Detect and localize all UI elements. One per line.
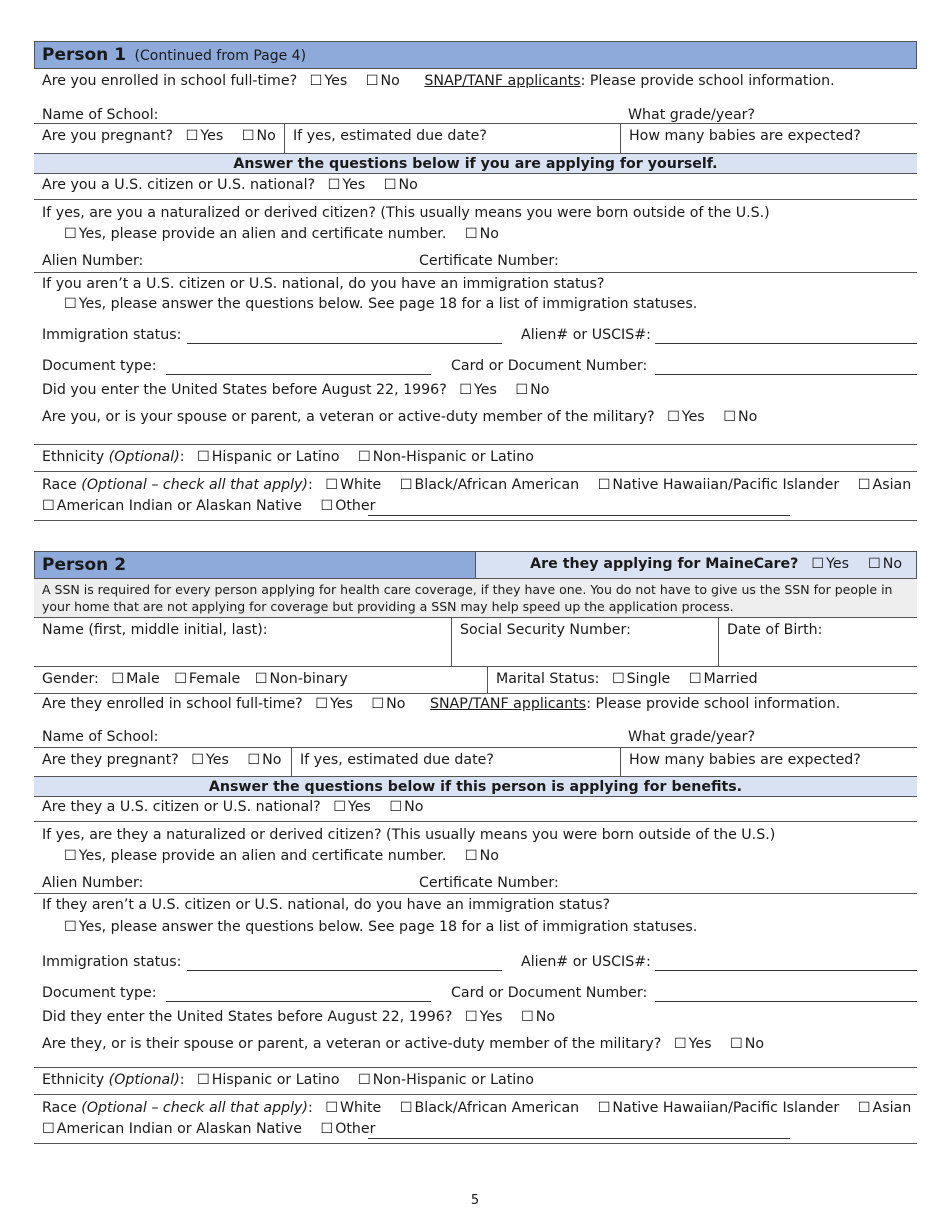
entered-yes-checkbox[interactable]: ☐ [464, 1009, 478, 1025]
pregnant-yes-checkbox[interactable]: ☐ [185, 128, 199, 144]
no-label: No [380, 73, 400, 89]
asian-checkbox[interactable]: ☐ [857, 477, 871, 493]
school-name-label: Name of School: [42, 107, 159, 123]
veteran-yes-checkbox[interactable]: ☐ [667, 409, 680, 425]
no-label: No [737, 409, 758, 425]
school-name-label: Name of School: [42, 729, 159, 745]
race-label: Race [42, 1100, 77, 1116]
nonbinary-label: Non-binary [269, 671, 348, 687]
due-date-label: If yes, estimated due date? [293, 128, 487, 144]
yes-label: Yes [479, 1009, 503, 1025]
school-yes-checkbox[interactable]: ☐ [309, 73, 323, 89]
grade-label: What grade/year? [628, 107, 756, 123]
hispanic-checkbox[interactable]: ☐ [197, 1072, 210, 1088]
yes-label: Yes [200, 128, 224, 144]
married-checkbox[interactable]: ☐ [688, 671, 702, 687]
babies-label: How many babies are expected? [629, 128, 861, 144]
asian-label: Asian [872, 477, 912, 493]
citizen-question: Are you a U.S. citizen or U.S. national? [42, 177, 316, 193]
immigration-status-field[interactable] [187, 956, 502, 971]
citizen-no-checkbox[interactable]: ☐ [389, 799, 403, 815]
veteran-no-checkbox[interactable]: ☐ [729, 1036, 743, 1052]
due-date-label: If yes, estimated due date? [300, 752, 494, 768]
single-label: Single [626, 671, 671, 687]
veteran-yes-checkbox[interactable]: ☐ [673, 1036, 687, 1052]
document-type-label: Document type: [42, 358, 157, 374]
other-race-label: Other [335, 1121, 376, 1137]
entered-no-checkbox[interactable]: ☐ [515, 382, 529, 398]
hispanic-checkbox[interactable]: ☐ [197, 449, 210, 465]
no-label: No [479, 226, 499, 242]
person1-section [34, 41, 917, 521]
dob-label: Date of Birth: [727, 622, 823, 638]
citizen-yes-checkbox[interactable]: ☐ [327, 177, 341, 193]
person1-ethnicity-row: Ethnicity (Optional): ☐ Hispanic or Latino ☐ Non-Hispanic or Latino [34, 445, 917, 472]
immigration-yes-label: Yes, please answer the questions below. See page 18 for a list of immigration statuses. [78, 919, 698, 935]
school-question: Are they enrolled in school full-time? [42, 696, 303, 712]
american-indian-label: American Indian or Alaskan Native [56, 498, 302, 514]
person2-pregnant-row [34, 747, 917, 776]
entered-question: Did they enter the United States before August 22, 1996? [42, 1009, 453, 1025]
school-question: Are you enrolled in school full-time? [42, 73, 298, 89]
band-text: Answer the questions below if you are applying for yourself. [233, 155, 718, 172]
person1-header [34, 41, 917, 69]
band-text: Answer the questions below if this person is applying for benefits. [208, 778, 743, 795]
name-field[interactable] [34, 618, 452, 666]
marital-label: Marital Status: [496, 671, 600, 687]
yes-label: Yes [688, 1036, 712, 1052]
no-label: No [882, 556, 902, 572]
person2-name-row [34, 618, 917, 667]
yes-label: Yes [681, 409, 705, 425]
white-checkbox[interactable]: ☐ [325, 1100, 338, 1116]
naturalized-no-checkbox[interactable]: ☐ [464, 226, 478, 242]
person2-header [34, 551, 917, 579]
ethnicity-optional: (Optional) [108, 449, 180, 465]
no-label: No [530, 382, 550, 398]
mainecare-yes-checkbox[interactable]: ☐ [811, 556, 825, 572]
immigration-question: If they aren’t a U.S. citizen or U.S. national, do you have an immigration status? [42, 897, 611, 913]
yes-label: Yes [347, 799, 371, 815]
person2-section [34, 551, 917, 1144]
no-label: No [262, 752, 282, 768]
mainecare-no-checkbox[interactable]: ☐ [867, 556, 881, 572]
female-label: Female [188, 671, 241, 687]
no-label: No [398, 177, 418, 193]
snap-tanf-link: SNAP/TANF applicants [429, 696, 587, 712]
immigration-yes-checkbox[interactable]: ☐ [64, 919, 77, 935]
asian-label: Asian [872, 1100, 912, 1116]
no-label: No [256, 128, 276, 144]
page-number: 5 [470, 1193, 480, 1208]
yes-label: Yes [324, 73, 348, 89]
pregnant-question: Are you pregnant? [42, 128, 174, 144]
naturalized-question: If yes, are you a naturalized or derived citizen? (This usually means you were born outside of the U.S.) [42, 205, 770, 221]
pregnant-yes-checkbox[interactable]: ☐ [191, 752, 204, 768]
naturalized-yes-checkbox[interactable]: ☐ [64, 848, 77, 864]
alien-uscis-label: Alien# or USCIS#: [521, 327, 651, 343]
person1-school-row [34, 69, 917, 123]
hawaiian-label: Native Hawaiian/Pacific Islander [612, 477, 840, 493]
citizen-question: Are they a U.S. citizen or U.S. national? [42, 799, 321, 815]
white-checkbox[interactable]: ☐ [325, 477, 338, 493]
male-label: Male [126, 671, 160, 687]
alien-uscis-field[interactable] [655, 956, 917, 971]
other-race-label: Other [335, 498, 376, 514]
due-date-field[interactable] [292, 748, 621, 776]
person2-gender-row [34, 667, 917, 694]
race-optional: (Optional – check all that apply) [81, 477, 308, 493]
american-indian-label: American Indian or Alaskan Native [56, 1121, 302, 1137]
race-label: Race [42, 477, 77, 493]
mainecare-question: Are they applying for MaineCare? [530, 556, 799, 572]
hispanic-label: Hispanic or Latino [211, 449, 340, 465]
card-number-label: Card or Document Number: [451, 985, 648, 1001]
immigration-status-field[interactable] [187, 329, 502, 344]
veteran-question: Are you, or is your spouse or parent, a veteran or active-duty member of the military? [42, 409, 655, 425]
alien-uscis-label: Alien# or USCIS#: [521, 954, 651, 970]
ssn-notice: A SSN is required for every person applying for health care coverage, if they have one. You do not have to give us the SSN for people in your home that are not applying for coverage but providing a SSN may help speed up the application process. [34, 579, 917, 618]
person2-band [34, 776, 917, 797]
school-no-checkbox[interactable]: ☐ [371, 696, 385, 712]
snap-tanf-text: : Please provide school information. [580, 73, 835, 89]
certificate-number-label: Certificate Number: [419, 875, 559, 891]
asian-checkbox[interactable]: ☐ [857, 1100, 871, 1116]
citizen-yes-checkbox[interactable]: ☐ [333, 799, 346, 815]
white-label: White [340, 477, 382, 493]
person2-race-row: Race (Optional – check all that apply): ☐ White ☐ Black/African American ☐ Native Hawaiian/Pacific Islander ☐ Asian ☐ American Indian or Alaskan Native ☐ Other [34, 1095, 917, 1144]
pregnant-no-checkbox[interactable]: ☐ [247, 752, 261, 768]
ethnicity-label: Ethnicity [42, 1072, 105, 1088]
other-race-checkbox[interactable]: ☐ [320, 498, 334, 514]
entered-yes-checkbox[interactable]: ☐ [459, 382, 472, 398]
person1-naturalized-row [34, 200, 917, 273]
black-checkbox[interactable]: ☐ [399, 1100, 413, 1116]
entered-no-checkbox[interactable]: ☐ [521, 1009, 534, 1025]
immigration-status-label: Immigration status: [42, 954, 182, 970]
ethnicity-label: Ethnicity [42, 449, 105, 465]
person1-race-row: Race (Optional – check all that apply): ☐ White ☐ Black/African American ☐ Native Hawaiian/Pacific Islander ☐ Asian ☐ American Indian or Alaskan Native ☐ Other [34, 472, 917, 521]
card-number-field[interactable] [655, 987, 917, 1002]
single-checkbox[interactable]: ☐ [611, 671, 625, 687]
card-number-label: Card or Document Number: [451, 358, 648, 374]
babies-field[interactable] [621, 124, 917, 148]
person2-citizen-row [34, 797, 917, 822]
black-label: Black/African American [414, 1100, 580, 1116]
naturalized-yes-checkbox[interactable]: ☐ [64, 226, 77, 242]
american-indian-checkbox[interactable]: ☐ [42, 1121, 55, 1137]
alien-number-label: Alien Number: [42, 253, 144, 269]
yes-label: Yes [473, 382, 497, 398]
snap-tanf-text: : Please provide school information. [586, 696, 841, 712]
non-hispanic-label: Non-Hispanic or Latino [372, 1072, 534, 1088]
certificate-number-label: Certificate Number: [419, 253, 559, 269]
person1-citizen-row [34, 174, 917, 200]
female-checkbox[interactable]: ☐ [174, 671, 187, 687]
name-label: Name (first, middle initial, last): [42, 622, 268, 638]
document-type-field[interactable] [166, 360, 431, 375]
document-type-field[interactable] [166, 987, 431, 1002]
black-checkbox[interactable]: ☐ [399, 477, 413, 493]
veteran-no-checkbox[interactable]: ☐ [723, 409, 736, 425]
person1-subtitle: (Continued from Page 4) [134, 48, 307, 64]
gender-label: Gender: [42, 671, 99, 687]
naturalized-yes-label: Yes, please provide an alien and certificate number. [78, 226, 447, 242]
naturalized-yes-label: Yes, please provide an alien and certificate number. [78, 848, 447, 864]
citizen-no-checkbox[interactable]: ☐ [383, 177, 397, 193]
yes-label: Yes [826, 556, 850, 572]
race-optional: (Optional – check all that apply) [81, 1100, 308, 1116]
nonbinary-checkbox[interactable]: ☐ [254, 671, 268, 687]
school-no-checkbox[interactable]: ☐ [365, 73, 379, 89]
pregnant-no-checkbox[interactable]: ☐ [241, 128, 255, 144]
non-hispanic-checkbox[interactable]: ☐ [358, 449, 371, 465]
babies-label: How many babies are expected? [629, 752, 861, 768]
entered-question-line [42, 382, 549, 398]
hawaiian-label: Native Hawaiian/Pacific Islander [612, 1100, 840, 1116]
entered-question: Did you enter the United States before August 22, 1996? [42, 382, 447, 398]
person1-veteran-row [34, 409, 917, 445]
no-label: No [479, 848, 499, 864]
hispanic-label: Hispanic or Latino [211, 1072, 340, 1088]
naturalized-question: If yes, are they a naturalized or derived citizen? (This usually means you were born outside of the U.S.) [42, 827, 776, 843]
yes-label: Yes [342, 177, 366, 193]
grade-label: What grade/year? [628, 729, 756, 745]
immigration-question: If you aren’t a U.S. citizen or U.S. national, do you have an immigration status? [42, 276, 605, 292]
veteran-question: Are they, or is their spouse or parent, a veteran or active-duty member of the military? [42, 1036, 662, 1052]
person2-immigration-block [34, 894, 917, 1042]
other-race-field[interactable] [368, 501, 790, 516]
person2-naturalized-row [34, 822, 917, 894]
person2-veteran-row [34, 1036, 917, 1068]
babies-field[interactable] [621, 748, 917, 772]
non-hispanic-checkbox[interactable]: ☐ [358, 1072, 371, 1088]
male-checkbox[interactable]: ☐ [111, 671, 125, 687]
naturalized-no-checkbox[interactable]: ☐ [464, 848, 478, 864]
no-label: No [386, 696, 406, 712]
snap-tanf-link: SNAP/TANF applicants [424, 73, 581, 89]
immigration-yes-label: Yes, please answer the questions below. See page 18 for a list of immigration statuses. [78, 296, 698, 312]
non-hispanic-label: Non-Hispanic or Latino [372, 449, 534, 465]
married-label: Married [703, 671, 758, 687]
ssn-label: Social Security Number: [460, 622, 631, 638]
person2-school-row [34, 694, 917, 747]
other-race-field[interactable] [368, 1124, 790, 1139]
no-label: No [404, 799, 424, 815]
due-date-field[interactable] [285, 124, 621, 153]
alien-number-label: Alien Number: [42, 875, 144, 891]
card-number-field[interactable] [655, 360, 917, 375]
yes-label: Yes [205, 752, 229, 768]
document-type-label: Document type: [42, 985, 157, 1001]
dob-field[interactable] [719, 618, 917, 642]
other-race-checkbox[interactable]: ☐ [320, 1121, 334, 1137]
no-label: No [744, 1036, 765, 1052]
person1-pregnant-row [34, 123, 917, 153]
american-indian-checkbox[interactable]: ☐ [42, 498, 55, 514]
no-label: No [535, 1009, 556, 1025]
hawaiian-checkbox[interactable]: ☐ [597, 1100, 611, 1116]
yes-label: Yes [329, 696, 353, 712]
person2-ethnicity-row: Ethnicity (Optional): ☐ Hispanic or Latino ☐ Non-Hispanic or Latino [34, 1068, 917, 1095]
person1-immigration-block [34, 273, 917, 418]
person2-title: Person 2 [42, 555, 127, 575]
ethnicity-optional: (Optional) [108, 1072, 180, 1088]
alien-uscis-field[interactable] [655, 329, 917, 344]
school-yes-checkbox[interactable]: ☐ [315, 696, 328, 712]
black-label: Black/African American [414, 477, 580, 493]
white-label: White [340, 1100, 382, 1116]
immigration-yes-checkbox[interactable]: ☐ [64, 296, 77, 312]
pregnant-question: Are they pregnant? [42, 752, 179, 768]
immigration-status-label: Immigration status: [42, 327, 182, 343]
ssn-field[interactable] [452, 618, 719, 666]
person1-title: Person 1 [42, 45, 127, 65]
person1-band [34, 153, 917, 174]
hawaiian-checkbox[interactable]: ☐ [597, 477, 611, 493]
